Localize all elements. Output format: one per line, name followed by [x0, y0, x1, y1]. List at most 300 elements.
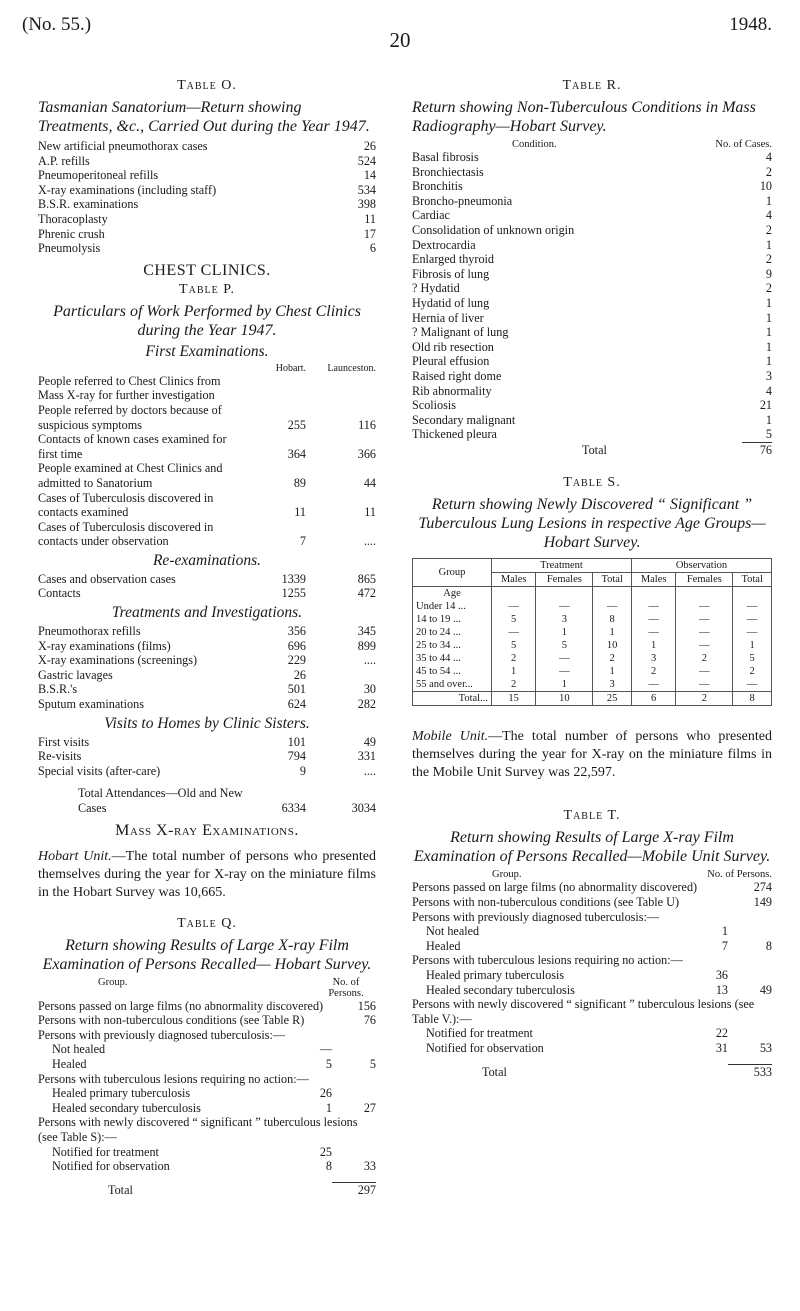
table-s-age: 45 to 54 ... [413, 665, 492, 678]
table-p-row [38, 639, 376, 654]
table-r-row [412, 340, 772, 355]
right-column [412, 78, 772, 1079]
result-group-value: 53 [759, 1041, 772, 1055]
result-sub-value: 25 [319, 1144, 332, 1159]
result-group-heading: Persons with tuberculous lesions requiring no action:— [38, 1071, 309, 1086]
table-s-row [413, 600, 772, 613]
table-s-cell: — [631, 613, 675, 626]
table-s-cell: — [733, 678, 772, 692]
table-p-row [38, 432, 376, 461]
table-p-column-header [38, 363, 376, 374]
table-s-cell: — [676, 678, 733, 692]
table-r-value: 10 [759, 179, 772, 194]
table-r-row [412, 427, 772, 442]
table-s-age: Under 14 ... [413, 600, 492, 613]
table-o-value: 14 [363, 168, 376, 183]
table-r-row [412, 208, 772, 223]
table-r-value: 4 [765, 150, 772, 164]
table-s-body [413, 587, 772, 706]
table-s-total-cell: 25 [593, 692, 632, 706]
table-p-first-examinations: First Examinations. [145, 342, 269, 360]
table-s-row [413, 639, 772, 652]
table-s-h-females-o: Females [676, 573, 733, 587]
table-r-label: Old rib resection [412, 339, 494, 354]
table-t-col-group: Group. [492, 869, 522, 881]
table-s-cell: — [676, 626, 733, 639]
document-year: 1948. [729, 14, 772, 35]
table-p-name: Table P. [179, 281, 235, 297]
table-p-hobart: 1339 [281, 571, 306, 586]
table-r-col-no: No. of Cases. [715, 139, 772, 150]
table-s-cell: — [631, 626, 675, 639]
table-o-value: 524 [357, 153, 376, 168]
table-p-total-label: Total Attendances—Old and New Cases [78, 786, 246, 815]
table-r-value: 9 [765, 266, 772, 281]
result-total-row [38, 1182, 376, 1198]
result-sub-label: Notified for observation [52, 1159, 170, 1174]
table-o-label: Pneumolysis [38, 241, 101, 256]
table-s-cell: 2 [676, 652, 733, 665]
table-q-col-group: Group. [98, 976, 128, 988]
result-value: 156 [357, 998, 376, 1013]
result-sub-label: Healed secondary tuberculosis [52, 1100, 201, 1115]
table-r-row [412, 413, 772, 428]
table-r-label: Consolidation of unknown origin [412, 222, 575, 237]
table-s-cell: 3 [536, 613, 593, 626]
result-group-value: 33 [363, 1159, 376, 1174]
result-value: 149 [753, 895, 772, 910]
table-o-row [38, 154, 376, 169]
result-sub-row [38, 1159, 376, 1174]
table-p-hobart: 255 [287, 417, 306, 432]
table-r-label: Broncho-pneumonia [412, 193, 513, 208]
table-p-hobart: 229 [287, 653, 306, 668]
table-p-hobart: 364 [287, 446, 306, 461]
table-s-row [413, 613, 772, 626]
result-sub-value: 31 [715, 1041, 728, 1055]
table-s-cell: 5 [536, 639, 593, 652]
table-r-value: 2 [765, 222, 772, 237]
table-s-treatment-header: Treatment [491, 559, 631, 573]
table-s-cell: 2 [631, 665, 675, 678]
table-r-label: Fibrosis of lung [412, 266, 490, 281]
table-r-row [412, 150, 772, 165]
table-t-header [412, 869, 772, 880]
table-p-row [38, 374, 376, 403]
table-r-row [412, 325, 772, 340]
table-o-row [38, 227, 376, 242]
table-s-cell: 3 [593, 678, 632, 692]
table-r-row [412, 252, 772, 267]
table-p-visit-rows [38, 735, 376, 779]
table-r-row [412, 384, 772, 399]
table-t-title: Return showing Results of Large X-ray Film Examination of Persons Recalled—Mobile Unit Survey. [413, 829, 771, 866]
table-p-hobart: 1255 [281, 586, 306, 601]
table-s-cell: 1 [593, 665, 632, 678]
result-sub-value: 36 [715, 968, 728, 983]
table-s-cell: — [676, 639, 733, 652]
table-s-h-males-o: Males [631, 573, 675, 587]
mobile-unit-paragraph [412, 728, 772, 782]
table-s-cell: — [733, 613, 772, 626]
table-s [412, 558, 772, 706]
table-o-row [38, 241, 376, 256]
result-sub-row [38, 1042, 376, 1057]
result-sub-label: Notified for treatment [426, 1026, 533, 1041]
table-r-title: Return showing Non-Tuberculous Conditions in Mass Radiography—Hobart Survey. [412, 99, 756, 135]
table-s-cell: — [536, 600, 593, 613]
table-p-launceston: 865 [357, 571, 376, 586]
result-group-heading: Persons with previously diagnosed tuberculosis:— [38, 1027, 286, 1042]
table-p-label: People examined at Chest Clinics and admitted to Sanatorium [38, 461, 226, 490]
table-o-value: 534 [357, 182, 376, 197]
table-r-row [412, 194, 772, 209]
result-sub-row [38, 1086, 376, 1101]
table-p-launceston: .... [363, 534, 376, 549]
mass-xray-heading: Mass X-ray Examinations. [115, 821, 299, 839]
table-s-cell: — [676, 613, 733, 626]
table-p-row [38, 491, 376, 520]
table-r-value: 1 [765, 325, 772, 340]
table-q-col-no: No. of Persons. [328, 976, 364, 999]
col-launceston: Launceston. [327, 362, 376, 374]
mobile-unit-text: —The total number of persons who presented themselves during the year for X-ray on the miniature films in the Mobile Unit Survey was 22,597. [412, 729, 773, 781]
table-p-launceston: 331 [357, 749, 376, 764]
table-o-label: B.S.R. examinations [38, 197, 139, 212]
table-s-cell: — [676, 600, 733, 613]
table-p-re-examinations: Re-examinations. [152, 551, 262, 569]
col-hobart: Hobart. [275, 362, 306, 374]
result-sub-row [38, 1057, 376, 1072]
table-p-re-rows [38, 572, 376, 601]
table-o-label: X-ray examinations (including staff) [38, 182, 217, 197]
table-r-label: Cardiac [412, 208, 450, 223]
result-sub-value: 22 [715, 1026, 728, 1041]
table-q-title: Return showing Results of Large X-ray Film Examination of Persons Recalled— Hobart Survey. [42, 936, 372, 973]
table-s-h-total-t: Total [593, 573, 632, 587]
table-s-cell: — [631, 600, 675, 613]
result-sub-value: 7 [721, 938, 728, 953]
table-p-label: Cases of Tuberculosis discovered in contacts examined [38, 490, 217, 520]
table-r-row [412, 165, 772, 180]
result-sub-label: Notified for treatment [52, 1144, 159, 1159]
result-label: Persons passed on large films (no abnormality discovered) [38, 998, 324, 1013]
table-p-hobart: 89 [293, 475, 306, 490]
table-r-value: 1 [765, 237, 772, 252]
table-p-launceston: .... [363, 653, 376, 668]
table-r-row [412, 369, 772, 384]
table-p-hobart: 501 [287, 682, 306, 697]
table-s-group-header: Group [413, 559, 492, 587]
table-p-row [38, 461, 376, 490]
table-s-total-cell: 8 [733, 692, 772, 706]
table-s-cell: 5 [491, 639, 535, 652]
table-r-value: 1 [765, 193, 772, 208]
table-p-total-launceston: 3034 [351, 801, 376, 815]
table-r-row [412, 354, 772, 369]
table-r-total-row [412, 443, 772, 458]
result-sub-label: Not healed [426, 924, 480, 939]
table-s-cell: — [593, 600, 632, 613]
table-p-label: People referred to Chest Clinics from Mass X-ray for further investigation [38, 373, 224, 403]
table-p-launceston: 44 [363, 475, 376, 490]
result-group-heading: Persons with tuberculous lesions requiring no action:— [412, 953, 683, 968]
result-sub-row [412, 924, 772, 939]
table-r-label: ? Hydatid [412, 281, 460, 296]
table-p-row [38, 520, 376, 549]
table-o-row [38, 197, 376, 212]
table-r-value: 1 [765, 354, 772, 369]
table-o-value: 11 [364, 211, 376, 226]
table-r-value: 2 [765, 281, 772, 296]
table-r-label: ? Malignant of lung [412, 325, 509, 340]
table-s-cell: — [491, 600, 535, 613]
table-p-launceston: 116 [358, 417, 376, 432]
table-s-cell: 1 [536, 626, 593, 639]
table-r-value: 4 [765, 208, 772, 223]
table-q-header [38, 977, 376, 999]
result-row [38, 1013, 376, 1028]
table-p-launceston: 472 [357, 586, 376, 601]
table-s-cell: 2 [491, 678, 535, 692]
result-total-row [412, 1064, 772, 1080]
table-s-row [413, 652, 772, 665]
table-p-label: B.S.R.'s [38, 682, 78, 697]
table-r-label: Dextrocardia [412, 237, 476, 252]
result-row [412, 895, 772, 910]
result-sub-label: Healed [52, 1056, 87, 1071]
table-r-total-label: Total [582, 442, 607, 457]
result-sub-row [412, 1041, 772, 1056]
table-s-h-males-t: Males [491, 573, 535, 587]
table-r-value: 21 [759, 398, 772, 413]
table-p-total-row [38, 786, 376, 815]
result-sub-value: — [319, 1042, 332, 1057]
result-group-value: 49 [759, 982, 772, 997]
result-group-value: 8 [765, 938, 772, 953]
table-p-hobart: 11 [294, 505, 306, 520]
table-r-value: 1 [765, 339, 772, 354]
table-o-row [38, 168, 376, 183]
table-r-value: 1 [765, 412, 772, 427]
hobart-unit-paragraph [38, 848, 376, 902]
table-s-cell: — [536, 665, 593, 678]
table-r-row [412, 267, 772, 282]
table-p-hobart: 7 [299, 534, 306, 549]
table-o-label: Thoracoplasty [38, 211, 108, 226]
table-r-row [412, 238, 772, 253]
table-p-label: Special visits (after-care) [38, 763, 161, 778]
table-s-cell: — [733, 600, 772, 613]
table-s-cell: 8 [593, 613, 632, 626]
result-group-heading: Persons with previously diagnosed tuberculosis:— [412, 909, 660, 924]
table-o-label: Pneumoperitoneal refills [38, 168, 159, 183]
table-s-total-cell: 10 [536, 692, 593, 706]
table-p-hobart: 9 [299, 763, 306, 778]
table-o-name: Table O. [177, 78, 237, 93]
table-r-label: Hernia of liver [412, 310, 484, 325]
table-p-label: X-ray examinations (screenings) [38, 653, 198, 668]
table-r-label: Secondary malignant [412, 412, 516, 427]
table-o-list [38, 139, 376, 256]
table-p-launceston: 30 [363, 682, 376, 697]
table-s-cell: 1 [536, 678, 593, 692]
table-p-row [38, 697, 376, 712]
table-r-row [412, 296, 772, 311]
result-sub-label: Not healed [52, 1042, 106, 1057]
table-s-cell: 2 [733, 665, 772, 678]
table-p-row [38, 653, 376, 668]
table-r-label: Enlarged thyroid [412, 252, 495, 267]
table-p-label: Contacts [38, 586, 81, 601]
table-p-launceston: 11 [364, 505, 376, 520]
table-s-cell: 2 [491, 652, 535, 665]
page-number: 20 [389, 28, 411, 52]
table-p-label: Re-visits [38, 749, 82, 764]
mobile-unit-lead: Mobile Unit. [412, 729, 489, 745]
table-s-name: Table S. [563, 475, 621, 491]
result-sub-value: 1 [721, 924, 728, 939]
table-p-label: Contacts of known cases examined for first time [38, 432, 230, 461]
result-group-heading: Persons with newly discovered “ significant ” tuberculous lesions (see Table S):— [38, 1115, 358, 1144]
table-o-title: Tasmanian Sanatorium—Return showing Treatments, &c., Carried Out during the Year 1947. [38, 99, 370, 135]
table-s-age: 55 and over... [413, 678, 492, 692]
table-s-cell: — [631, 678, 675, 692]
table-s-row [413, 626, 772, 639]
result-sub-row [412, 1026, 772, 1041]
table-p-row [38, 403, 376, 432]
table-p-label: X-ray examinations (films) [38, 638, 171, 653]
table-s-age: 25 to 34 ... [413, 639, 492, 652]
table-p-row [38, 682, 376, 697]
table-p-row [38, 668, 376, 683]
result-total-label: Total [108, 1182, 133, 1197]
table-r-value: 5 [765, 427, 772, 442]
table-p-row [38, 735, 376, 750]
table-t-body [412, 880, 772, 1079]
table-p-row [38, 749, 376, 764]
table-r-value: 3 [765, 368, 772, 383]
table-s-total-label: Total... [413, 692, 492, 706]
table-s-total-cell: 6 [631, 692, 675, 706]
table-r-row [412, 281, 772, 296]
table-s-total-cell: 15 [491, 692, 535, 706]
result-total-value: 533 [728, 1064, 772, 1080]
result-total-value: 297 [332, 1182, 376, 1198]
table-p-title: Particulars of Work Performed by Chest Clinics during the Year 1947. [53, 302, 361, 339]
table-p-total-hobart: 6334 [281, 801, 306, 815]
result-value: 274 [753, 880, 772, 895]
table-r-total-value: 76 [759, 442, 772, 457]
table-s-age: 20 to 24 ... [413, 626, 492, 639]
table-r-label: Rib abnormality [412, 383, 492, 398]
table-p-launceston: 282 [357, 697, 376, 712]
result-sub-value: 26 [319, 1086, 332, 1101]
table-o-label: A.P. refills [38, 153, 90, 168]
table-s-age-label: Age [413, 587, 492, 601]
result-sub-row [412, 968, 772, 983]
result-sub-value: 5 [325, 1056, 332, 1071]
table-p-hobart: 794 [287, 749, 306, 764]
hobart-unit-text: —The total number of persons who presented themselves during the year for X-ray on the miniature films in the Hobart Survey was 10,665. [38, 848, 376, 900]
table-p-label: Gastric lavages [38, 667, 113, 682]
left-column [38, 78, 376, 1197]
table-r-row [412, 223, 772, 238]
table-r-value: 4 [765, 383, 772, 398]
table-o-row [38, 183, 376, 198]
result-group-value: 27 [363, 1100, 376, 1115]
table-p-label: Sputum examinations [38, 697, 144, 712]
table-p-row [38, 572, 376, 587]
table-s-cell: 3 [631, 652, 675, 665]
result-sub-value: 1 [325, 1100, 332, 1115]
table-s-observation-header: Observation [631, 559, 771, 573]
table-p-launceston: 899 [357, 638, 376, 653]
table-p-hobart: 356 [287, 624, 306, 639]
table-t-col-no: No. of Persons. [707, 869, 772, 881]
chest-clinics-heading: CHEST CLINICS. [143, 261, 271, 279]
table-r-value: 1 [765, 295, 772, 310]
table-p-treatment-rows [38, 624, 376, 712]
table-p-label: Cases of Tuberculosis discovered in contacts under observation [38, 519, 217, 549]
table-o-row [38, 139, 376, 154]
table-p-launceston: .... [363, 763, 376, 778]
table-s-row [413, 678, 772, 692]
table-r-label: Raised right dome [412, 368, 502, 383]
result-row [38, 999, 376, 1014]
table-s-cell: — [491, 626, 535, 639]
result-group-value: 5 [369, 1056, 376, 1071]
table-p-label: People referred by doctors because of suspicious symptoms [38, 402, 225, 432]
table-r-value: 2 [765, 164, 772, 179]
table-r-row [412, 311, 772, 326]
table-o-row [38, 212, 376, 227]
result-total-label: Total [482, 1064, 507, 1079]
table-o-value: 17 [363, 226, 376, 241]
table-o-value: 26 [363, 139, 376, 153]
table-r-header [412, 139, 772, 150]
table-p-launceston: 49 [363, 734, 376, 749]
result-sub-label: Healed primary tuberculosis [52, 1086, 191, 1101]
table-p-treatments: Treatments and Investigations. [111, 604, 303, 622]
table-o-label: New artificial pneumothorax cases [38, 139, 208, 153]
result-sub-label: Notified for observation [426, 1041, 544, 1055]
result-sub-row [412, 983, 772, 998]
result-label: Persons passed on large films (no abnormality discovered) [412, 880, 698, 895]
result-sub-row [38, 1101, 376, 1116]
table-s-cell: — [536, 652, 593, 665]
table-s-cell: 1 [491, 665, 535, 678]
table-p-hobart: 101 [287, 734, 306, 749]
table-t-name: Table T. [563, 808, 621, 824]
table-r-value: 1 [765, 310, 772, 325]
table-s-age: 35 to 44 ... [413, 652, 492, 665]
result-group-heading: Persons with newly discovered “ significant ” tuberculous lesions (see Table V.):— [412, 997, 755, 1026]
table-r-name: Table R. [562, 78, 622, 93]
table-s-total-cell: 2 [676, 692, 733, 706]
table-s-cell: 5 [491, 613, 535, 626]
result-sub-label: Healed [426, 938, 461, 953]
table-s-cell: 10 [593, 639, 632, 652]
table-r-label: Bronchiectasis [412, 164, 484, 179]
table-r-label: Hydatid of lung [412, 295, 490, 310]
table-r-value: 2 [765, 252, 772, 267]
table-p-label: Cases and observation cases [38, 571, 176, 586]
result-sub-label: Healed secondary tuberculosis [426, 982, 575, 997]
result-label: Persons with non-tuberculous conditions (see Table R) [38, 1013, 305, 1028]
table-p-label: Pneumothorax refills [38, 624, 141, 639]
table-p-hobart: 26 [293, 667, 306, 682]
